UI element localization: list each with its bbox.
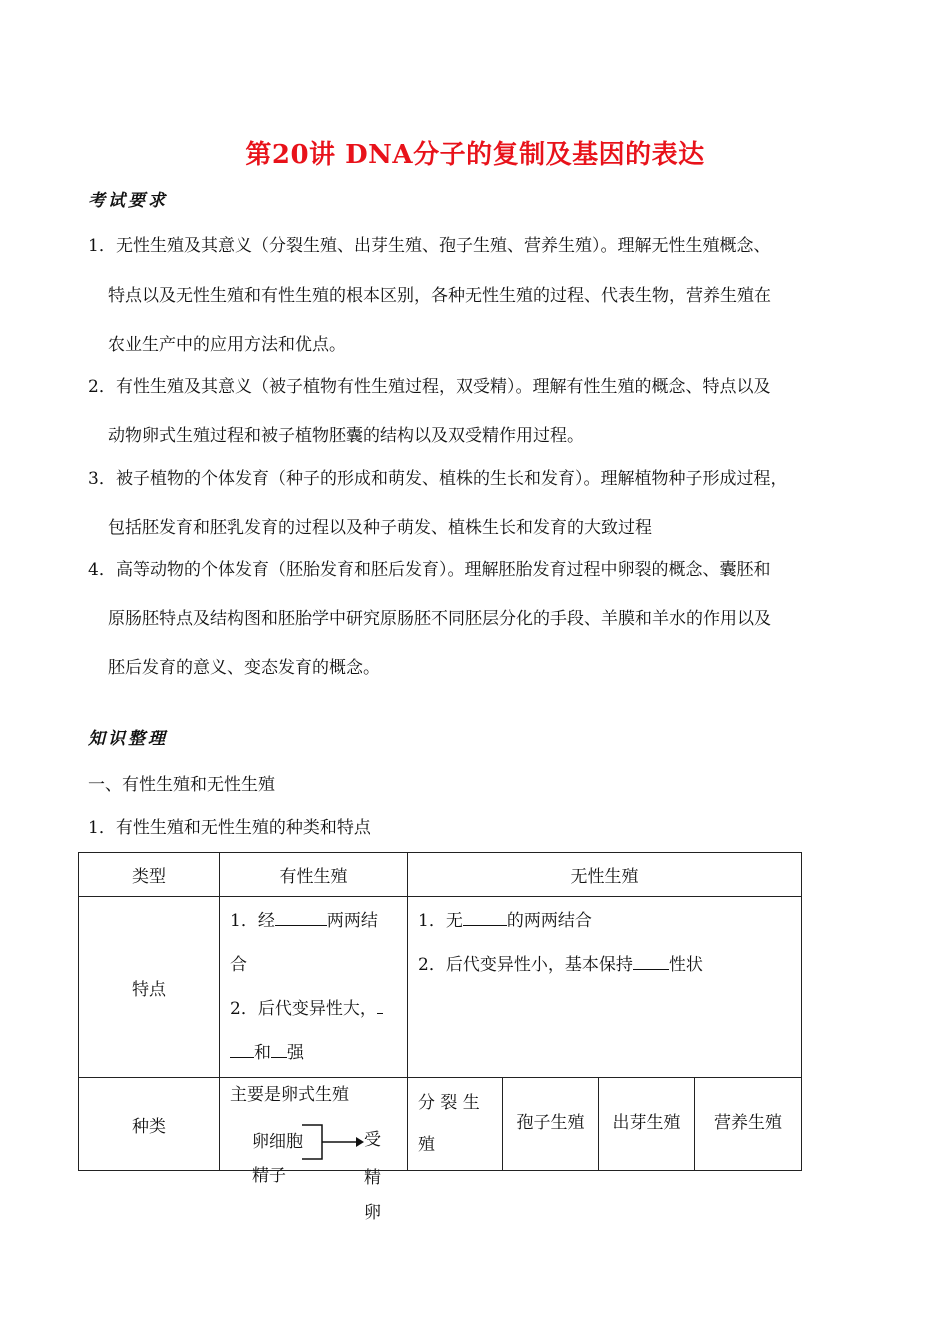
requirement-line: 无性生殖及其意义（分裂生殖、出芽生殖、孢子生殖、营养生殖）。理解无性生殖概念、 <box>116 236 771 256</box>
requirement-line: 动物卵式生殖过程和被子植物胚囊的结构以及双受精作用过程。 <box>108 426 584 446</box>
zygote-char: 受 <box>364 1130 381 1150</box>
requirement-line: 农业生产中的应用方法和优点。 <box>108 335 346 355</box>
requirement-3 <box>88 464 788 489</box>
features-label: 特点 <box>79 897 220 1078</box>
requirement-2 <box>88 372 771 397</box>
table-row-features <box>79 897 802 1078</box>
requirement-number: 1． <box>88 236 116 256</box>
table-header-row <box>79 853 802 897</box>
knowledge-item: 1．有性生殖和无性生殖的种类和特点 <box>88 818 371 838</box>
header-type: 类型 <box>79 853 220 897</box>
features-asexual-line: 1．无 的两两结合 <box>418 899 801 943</box>
exam-requirements-heading: 考试要求 <box>88 191 168 211</box>
oogamy-text: 主要是卵式生殖 <box>230 1085 349 1105</box>
header-asexual: 无性生殖 <box>408 853 802 897</box>
requirement-line: 特点以及无性生殖和有性生殖的根本区别，各种无性生殖的过程、代表生物，营养生殖在 <box>108 286 771 306</box>
requirement-line: 原肠胚特点及结构图和胚胎学中研究原肠胚不同胚层分化的手段、羊膜和羊水的作用以及 <box>108 609 771 629</box>
spore-label: 孢子生殖 <box>516 1113 585 1133</box>
header-sexual: 有性生殖 <box>220 853 408 897</box>
fill-blank[interactable] <box>271 1040 287 1058</box>
knowledge-heading: 知识整理 <box>88 729 168 749</box>
merge-arrow-icon <box>300 1123 364 1163</box>
types-label: 种类 <box>79 1078 220 1171</box>
features-sexual-cell <box>220 897 408 1078</box>
vegetative-cell <box>695 1078 802 1171</box>
fission-cell <box>408 1078 503 1171</box>
features-sexual-line: 合 <box>230 955 247 975</box>
egg-cell-label: 卵细胞 <box>252 1132 303 1152</box>
requirement-line: 包括胚发育和胚乳发育的过程以及种子萌发、植株生长和发育的大致过程 <box>108 518 652 538</box>
table-row-types <box>79 1078 802 1171</box>
budding-label: 出芽生殖 <box>612 1113 681 1133</box>
requirement-4 <box>88 555 771 580</box>
requirement-number: 4． <box>88 560 116 580</box>
features-sexual-line: 2．后代变异性大， <box>230 987 407 1031</box>
fill-blank[interactable] <box>463 908 507 926</box>
features-sexual-line: 和 强 <box>230 1031 407 1075</box>
requirement-line: 高等动物的个体发育（胚胎发育和胚后发育）。理解胚胎发育过程中卵裂的概念、囊胚和 <box>116 560 771 580</box>
vegetative-label: 营养生殖 <box>714 1113 782 1133</box>
requirement-line: 胚后发育的意义、变态发育的概念。 <box>108 658 380 678</box>
features-asexual-cell <box>408 897 802 1078</box>
spore-cell <box>503 1078 599 1171</box>
sperm-label: 精子 <box>252 1166 286 1186</box>
fission-line: 殖 <box>418 1135 435 1155</box>
page-title: 第20讲 DNA分子的复制及基因的表达 <box>245 140 705 170</box>
fill-blank[interactable] <box>230 1040 254 1058</box>
fission-line: 分 裂 生 <box>418 1093 480 1113</box>
fill-blank[interactable] <box>377 996 383 1014</box>
requirement-number: 2． <box>88 377 116 397</box>
features-asexual-line: 2．后代变异性小，基本保持 性状 <box>418 943 801 987</box>
comparison-table <box>78 852 802 1171</box>
fill-blank[interactable] <box>633 952 669 970</box>
budding-cell <box>599 1078 695 1171</box>
knowledge-subheading: 一、有性生殖和无性生殖 <box>88 775 275 795</box>
requirement-1 <box>88 231 771 256</box>
zygote-char: 卵 <box>364 1203 381 1223</box>
fill-blank[interactable] <box>275 908 327 926</box>
requirement-line: 有性生殖及其意义（被子植物有性生殖过程，双受精）。理解有性生殖的概念、特点以及 <box>116 377 771 397</box>
requirement-line: 被子植物的个体发育（种子的形成和萌发、植株的生长和发育）。理解植物种子形成过程， <box>116 469 788 489</box>
zygote-char: 精 <box>364 1168 381 1188</box>
features-sexual-line: 1．经 两两结 <box>230 899 407 943</box>
requirement-number: 3． <box>88 469 116 489</box>
